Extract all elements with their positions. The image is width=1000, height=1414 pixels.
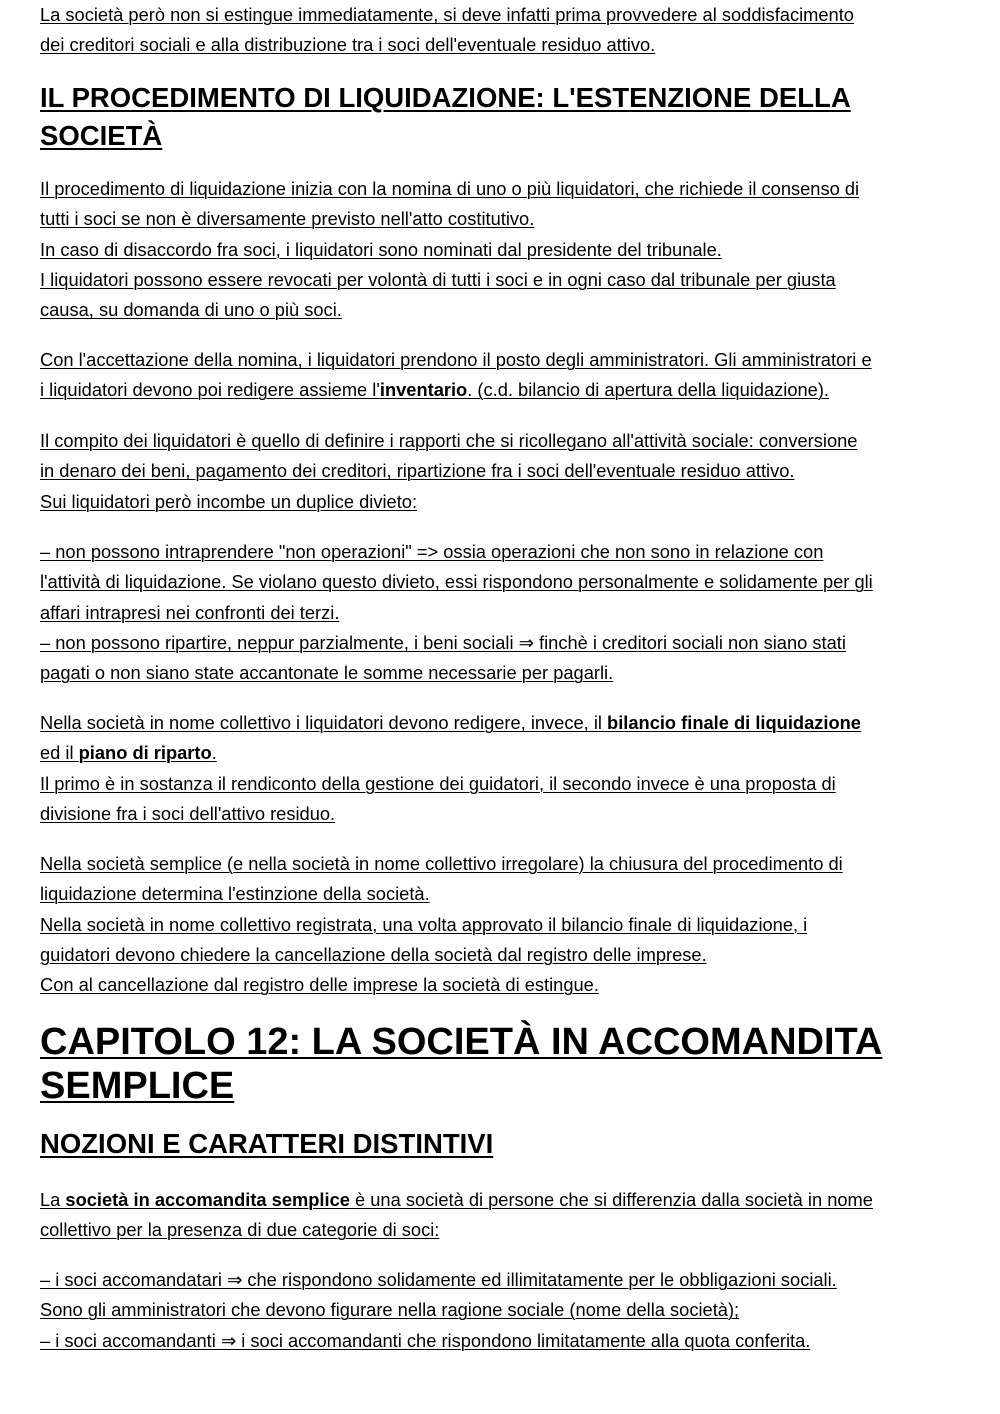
text-line: pagati o non siano state accantonate le somme necessarie per pagarli. bbox=[40, 662, 614, 684]
heading-line: NOZIONI E CARATTERI DISTINTIVI bbox=[40, 1128, 494, 1159]
text-run: Nella società in nome collettivo i liquidatori devono redigere, invece, il bbox=[40, 712, 608, 733]
text-run: ed il bbox=[40, 742, 79, 764]
bold-term-piano-riparto: piano di riparto bbox=[78, 742, 212, 764]
heading-line: IL PROCEDIMENTO DI LIQUIDAZIONE: L'ESTENZIONE DELLA bbox=[40, 82, 851, 113]
paragraph-nomina-liquidatori bbox=[40, 174, 965, 325]
text-line: collettivo per la presenza di due categorie di soci: bbox=[40, 1219, 440, 1241]
paragraph-divieti bbox=[40, 537, 965, 688]
text-run: è una società di persone che si differenzia dalla società in nome bbox=[349, 1189, 873, 1210]
text-line: divisione fra i soci dell'attivo residuo. bbox=[40, 802, 336, 824]
section-heading-liquidazione bbox=[40, 79, 965, 155]
text-line: Il compito dei liquidatori è quello di definire i rapporti che si ricollegano all'attività sociale: conversione bbox=[40, 430, 858, 451]
paragraph-categorie-soci bbox=[40, 1265, 965, 1356]
text-line: Nella società in nome collettivo registrata, una volta approvato il bilancio finale di liquidazione, i bbox=[40, 913, 808, 935]
paragraph-bilancio-finale bbox=[40, 708, 965, 829]
text-line: In caso di disaccordo fra soci, i liquidatori sono nominati dal presidente del tribunale. bbox=[40, 238, 722, 260]
chapter-title bbox=[40, 1020, 965, 1108]
bold-term-bilancio-finale: bilancio finale di liquidazione bbox=[607, 712, 861, 733]
text-line: Il primo è in sostanza il rendiconto della gestione dei guidatori, il secondo invece è una proposta di bbox=[40, 772, 836, 794]
paragraph-estinzione bbox=[40, 849, 965, 1000]
text-line: Il procedimento di liquidazione inizia con la nomina di uno o più liquidatori, che richiede il consenso di bbox=[40, 178, 860, 199]
text-run: i liquidatori devono poi redigere assieme l' bbox=[40, 379, 380, 401]
heading-line: SOCIETÀ bbox=[40, 120, 163, 151]
text-run: . (c.d. bilancio di apertura della liquidazione). bbox=[467, 379, 830, 401]
text-line: La società però non si estingue immediatamente, si deve infatti prima provvedere al soddisfacimento bbox=[40, 4, 854, 25]
text-line: causa, su domanda di uno o più soci. bbox=[40, 299, 342, 321]
text-line: Con al cancellazione dal registro delle imprese la società di estingue. bbox=[40, 974, 599, 996]
chapter-title-line: CAPITOLO 12: LA SOCIETÀ IN ACCOMANDITA bbox=[40, 1021, 883, 1063]
bold-term-sas: società in accomandita semplice bbox=[65, 1189, 350, 1210]
text-line: l'attività di liquidazione. Se violano questo divieto, essi rispondono personalmente e solidamente per gli bbox=[40, 571, 873, 593]
paragraph-definizione-sas bbox=[40, 1185, 965, 1246]
text-line: affari intrapresi nei confronti dei terzi. bbox=[40, 601, 340, 623]
text-line: Con l'accettazione della nomina, i liquidatori prendono il posto degli amministratori. Gli amministratori e bbox=[40, 349, 872, 370]
text-line: Sui liquidatori però incombe un duplice divieto: bbox=[40, 490, 418, 512]
text-line bbox=[40, 738, 965, 768]
bold-term-inventario: inventario bbox=[379, 379, 468, 401]
text-line: – i soci accomandanti ⇒ i soci accomandanti che rispondono limitatamente alla quota conferita. bbox=[40, 1329, 811, 1351]
text-line: – non possono ripartire, neppur parzialmente, i beni sociali ⇒ finchè i creditori sociali non siano stati bbox=[40, 631, 846, 653]
text-line: dei creditori sociali e alla distribuzione tra i soci dell'eventuale residuo attivo. bbox=[40, 34, 656, 56]
paragraph-compito-liquidatori bbox=[40, 426, 965, 517]
paragraph-accettazione-nomina bbox=[40, 345, 965, 406]
text-line bbox=[40, 375, 965, 405]
section-heading-nozioni bbox=[40, 1125, 965, 1163]
text-run: . bbox=[211, 742, 217, 764]
text-line: – i soci accomandatari ⇒ che rispondono solidamente ed illimitatamente per le obbligazioni sociali. bbox=[40, 1269, 837, 1290]
text-line: I liquidatori possono essere revocati per volontà di tutti i soci e in ogni caso dal tribunale per giusta bbox=[40, 268, 836, 290]
text-line: Sono gli amministratori che devono figurare nella ragione sociale (nome della società); bbox=[40, 1299, 740, 1321]
text-line: guidatori devono chiedere la cancellazione della società dal registro delle imprese. bbox=[40, 943, 707, 965]
text-line: Nella società semplice (e nella società in nome collettivo irregolare) la chiusura del procedimento di bbox=[40, 853, 843, 874]
intro-paragraph bbox=[40, 0, 965, 61]
text-line: – non possono intraprendere "non operazioni" => ossia operazioni che non sono in relazione con bbox=[40, 541, 824, 562]
text-run: La bbox=[40, 1189, 66, 1210]
text-line: liquidazione determina l'estinzione della società. bbox=[40, 883, 430, 905]
chapter-title-line: SEMPLICE bbox=[40, 1065, 235, 1107]
text-line: in denaro dei beni, pagamento dei creditori, ripartizione fra i soci dell'eventuale residuo attivo. bbox=[40, 460, 795, 482]
text-line bbox=[40, 708, 965, 738]
text-line bbox=[40, 1185, 965, 1215]
text-line: tutti i soci se non è diversamente previsto nell'atto costitutivo. bbox=[40, 208, 535, 230]
